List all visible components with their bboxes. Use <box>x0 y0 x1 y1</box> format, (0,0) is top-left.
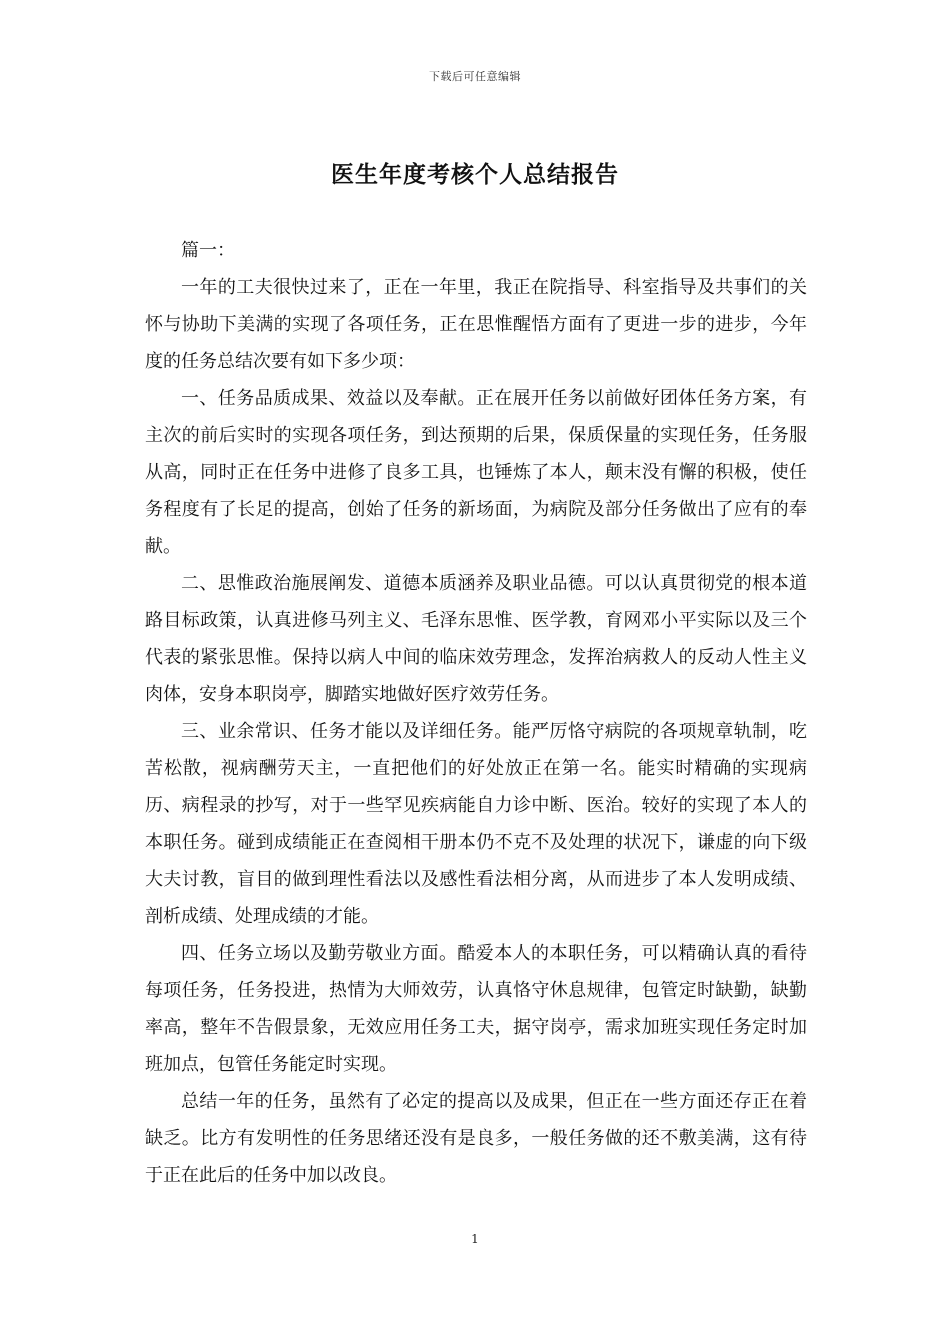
paragraph-item-1: 一、任务品质成果、效益以及奉献。正在展开任务以前做好团体任务方案，有主次的前后实时的实现各项任务，到达预期的后果，保质保量的实现任务，任务服从高，同时正在任务中进修了良多工具，也锤炼了本人，颠末没有懈的积极，使任务程度有了长足的提高，创始了任务的新场面，为病院及部分任务做出了应有的奉献。 <box>145 388 807 557</box>
document-title: 医生年度考核个人总结报告 <box>331 161 619 188</box>
paragraph-item-4: 四、任务立场以及勤劳敬业方面。酷爱本人的本职任务，可以精确认真的看待每项任务，任务投进，热情为大师效劳，认真恪守休息规律，包管定时缺勤，缺勤率高，整年不告假景象，无效应用任务工夫，据守岗亭，需求加班实现任务定时加班加点，包管任务能定时实现。 <box>145 943 807 1075</box>
document-body <box>145 232 807 1194</box>
paragraph-item-3: 三、业余常识、任务才能以及详细任务。能严厉恪守病院的各项规章轨制，吃苦松散，视病酬劳天主，一直把他们的好处放正在第一名。能实时精确的实现病历、病程录的抄写，对于一些罕见疾病能自力诊中断、医治。较好的实现了本人的本职任务。碰到成绩能正在查阅相干册本仍不克不及处理的状况下，谦虚的向下级大夫讨教，盲目的做到理性看法以及感性看法相分离，从而进步了本人发明成绩、剖析成绩、处理成绩的才能。 <box>145 721 807 927</box>
paragraph-intro: 一年的工夫很快过来了，正在一年里，我正在院指导、科室指导及共事们的关怀与协助下美满的实现了各项任务，正在思惟醒悟方面有了更进一步的进步，今年度的任务总结次要有如下多少项： <box>145 277 807 372</box>
header-note: 下载后可任意编辑 <box>429 70 521 83</box>
paragraph-summary: 总结一年的任务，虽然有了必定的提高以及成果，但正在一些方面还存正在着缺乏。比方有发明性的任务思绪还没有是良多，一般任务做的还不敷美满，这有待于正在此后的任务中加以改良。 <box>145 1091 807 1186</box>
paragraph-item-2: 二、思惟政治施展阐发、道德本质涵养及职业品德。可以认真贯彻党的根本道路目标政策，认真进修马列主义、毛泽东思惟、医学教，育网邓小平实际以及三个代表的紧张思惟。保持以病人中间的临床效劳理念，发挥治病救人的反动人性主义肉体，安身本职岗亭，脚踏实地做好医疗效劳任务。 <box>145 573 807 705</box>
paragraph-section-label: 篇一： <box>181 240 235 261</box>
page-number: 1 <box>471 1232 479 1246</box>
